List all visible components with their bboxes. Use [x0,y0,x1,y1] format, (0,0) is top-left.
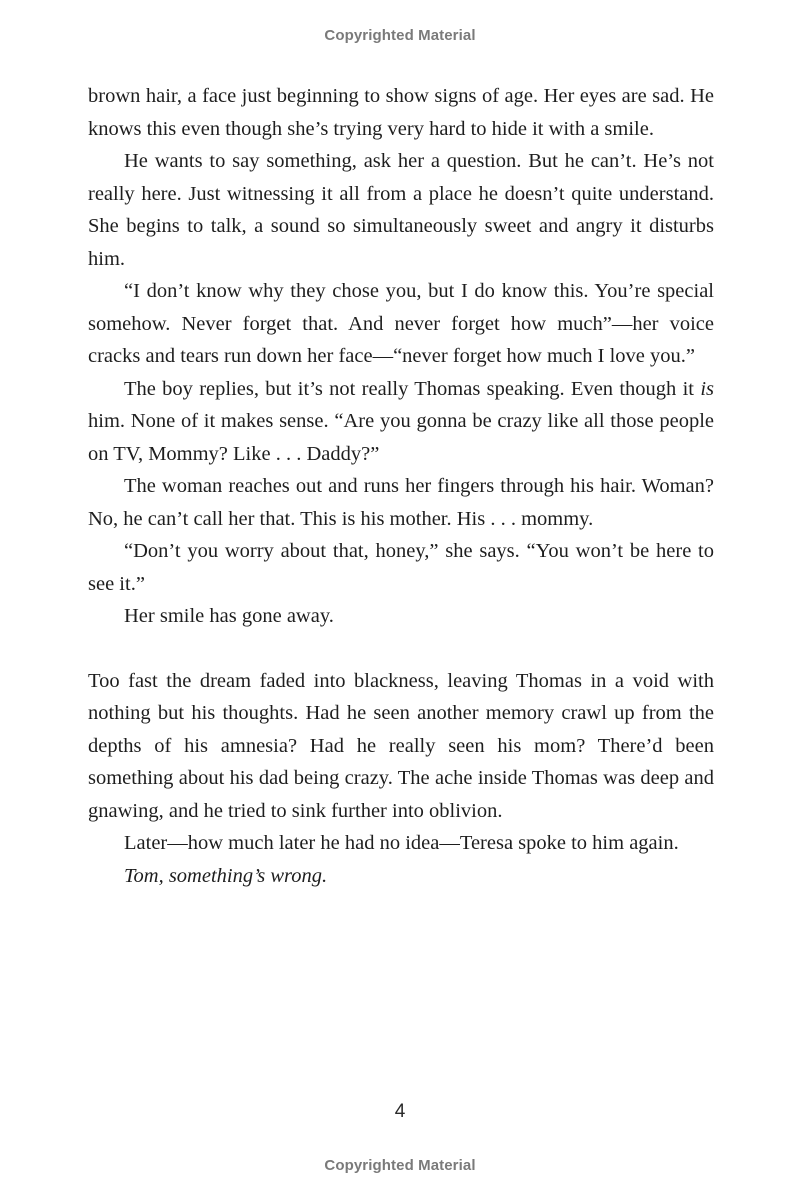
paragraph-text: He wants to say something, ask her a question. But he can’t. He’s not really here. Just witnessing it all from a place he doesn’t quite understand. She begins to talk, a sound so simultaneously sweet and angry it disturbs him. [88,150,714,270]
copyright-watermark-bottom: Copyrighted Material [324,1157,476,1174]
paragraph-8 [88,665,714,828]
paragraph-text: Too fast the dream faded into blackness, leaving Thomas in a void with nothing but his thoughts. Had he seen another memory crawl up from the depths of his amnesia? Had he really seen his mom? There’d been something about his dad being crazy. The ache inside Thomas was deep and gnawing, and he tried to sink further into oblivion. [88,669,714,822]
paragraph-4 [88,373,714,471]
paragraph-5 [88,470,714,535]
page-number: 4 [394,1101,406,1122]
paragraph-text: brown hair, a face just beginning to show signs of age. Her eyes are sad. He knows this even though she’s trying very hard to hide it with a smile. [88,85,714,140]
copyright-watermark-top: Copyrighted Material [324,27,476,44]
paragraph-text: “I don’t know why they chose you, but I do know this. You’re special somehow. Never forget that. And never forget how much”—her voice cracks and tears run down her face—“never forget how much I love you.” [88,280,714,367]
paragraph-2 [88,145,714,275]
paragraph-text: him. None of it makes sense. “Are you gonna be crazy like all those people on TV, Mommy? Like . . . Daddy?” [88,410,714,465]
page-body [88,80,714,892]
paragraph-3 [88,275,714,373]
italic-telepathic-line: Tom, something’s wrong. [124,864,328,887]
section-break [88,633,714,665]
paragraph-text: The boy replies, but it’s not really Thomas speaking. Even though it [124,377,701,400]
paragraph-text: “Don’t you worry about that, honey,” she says. “You won’t be here to see it.” [88,540,714,595]
paragraph-text: Her smile has gone away. [124,605,334,627]
paragraph-9 [88,827,714,860]
paragraph-text: Later—how much later he had no idea—Teresa spoke to him again. [124,832,679,854]
paragraph-7 [88,600,714,633]
paragraph-1 [88,80,714,145]
paragraph-text: The woman reaches out and runs her fingers through his hair. Woman? No, he can’t call her that. This is his mother. His . . . mommy. [88,475,714,530]
paragraph-6 [88,535,714,600]
italic-emphasis: is [700,377,714,400]
paragraph-10 [88,860,714,893]
